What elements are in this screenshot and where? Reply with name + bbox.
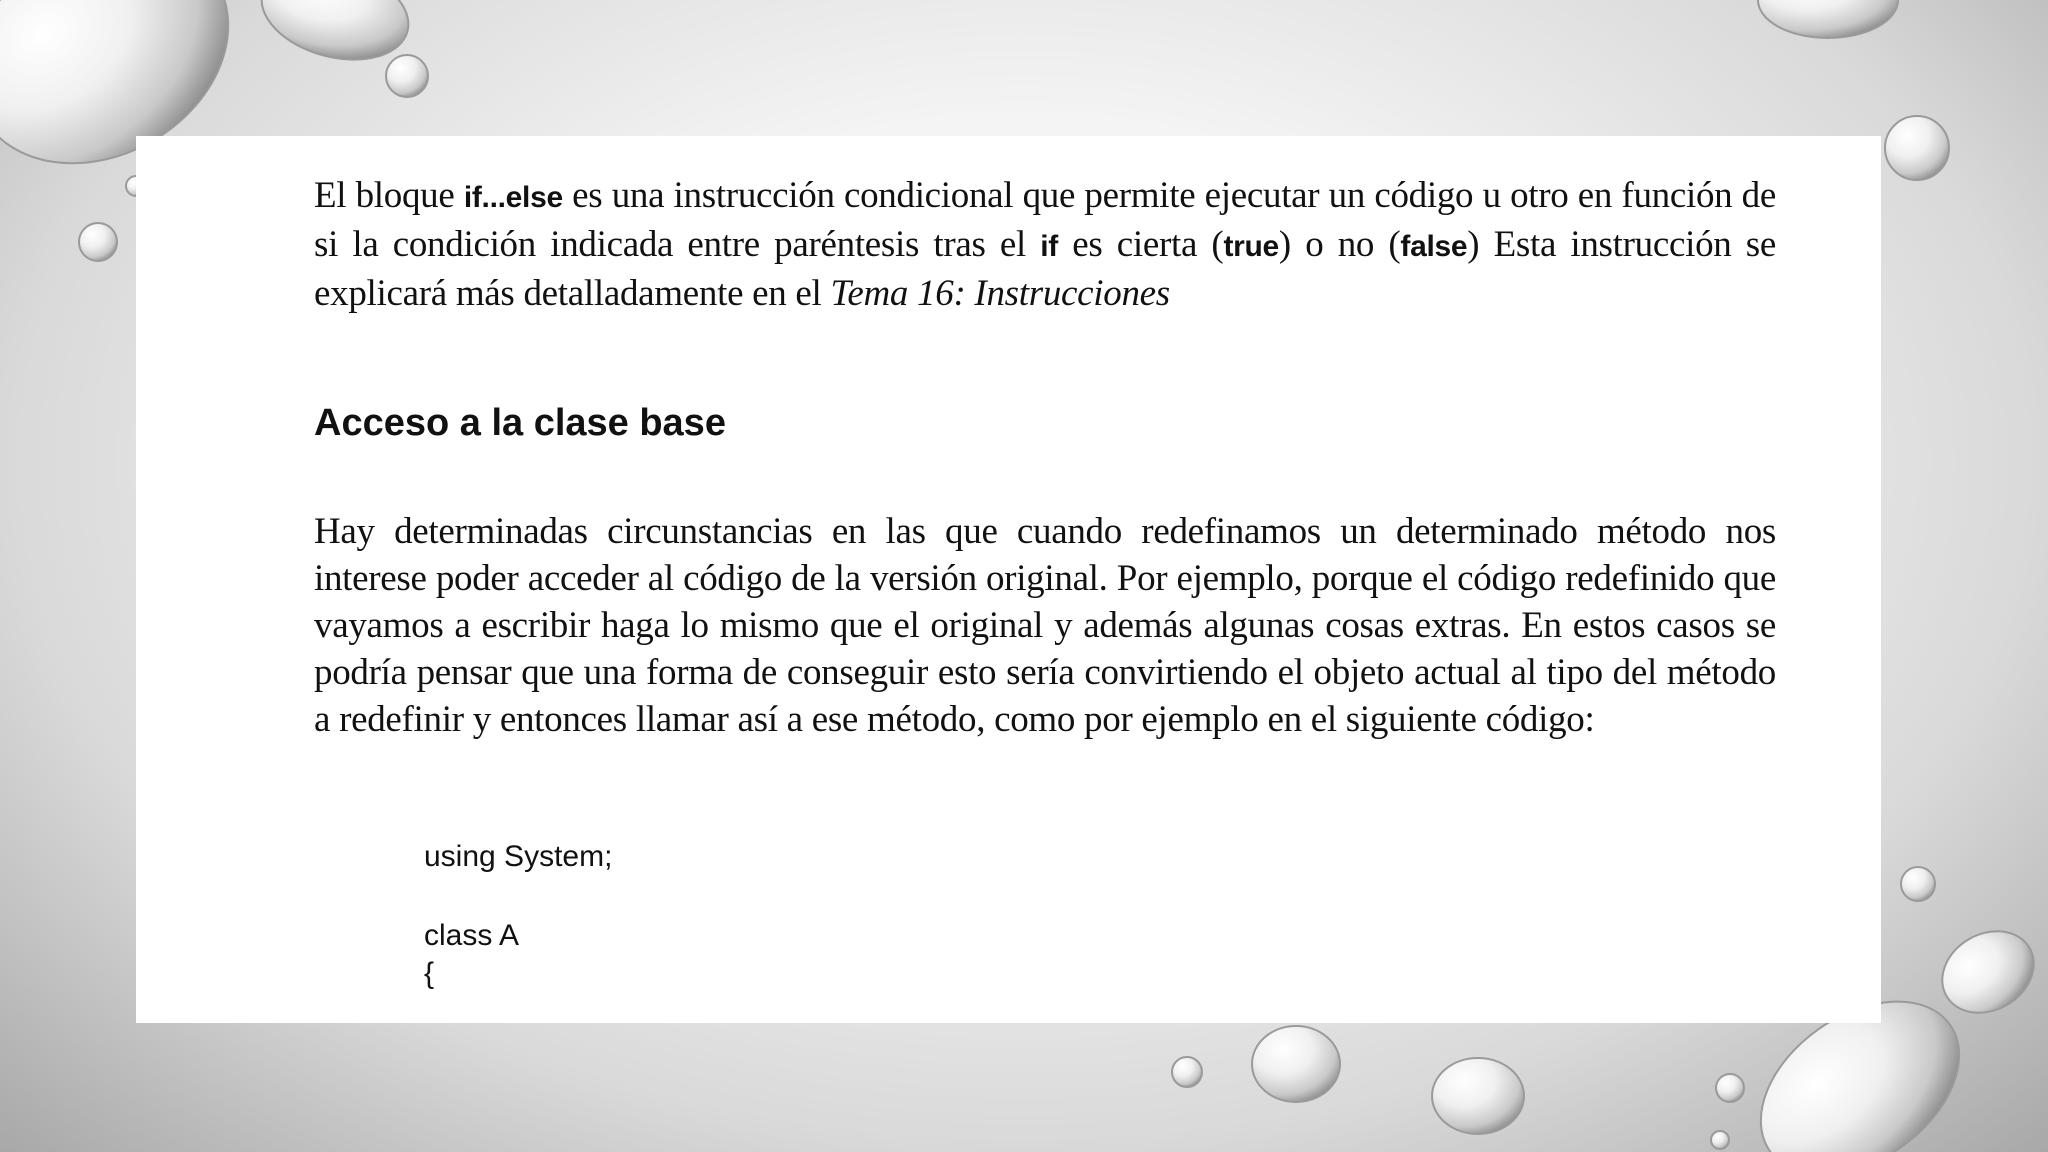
intro-text-1: El bloque: [314, 175, 464, 216]
keyword-false: false: [1400, 230, 1468, 263]
water-drop: [1432, 1058, 1524, 1134]
water-drop: [1716, 1074, 1744, 1102]
water-drop: [1758, 0, 1898, 38]
water-drop: [79, 223, 117, 261]
water-drop: [1252, 1026, 1340, 1102]
water-drop: [1172, 1057, 1202, 1087]
water-drop: [386, 55, 428, 97]
document-page: [136, 136, 1881, 1023]
intro-text-2: es una instrucción condicional que permite ejecutar un código u otro en función de si la condición indicada entre paréntesis tras el: [314, 175, 1776, 265]
code-line-class: class A: [424, 919, 520, 952]
intro-text-4: ) o no (: [1278, 224, 1401, 265]
intro-paragraph: [314, 172, 1776, 317]
code-line-using: using System;: [424, 840, 613, 873]
code-line-brace: {: [424, 957, 435, 990]
keyword-if: if: [1040, 230, 1058, 263]
intro-text-3: es cierta (: [1058, 224, 1224, 265]
water-drop: [1711, 1131, 1729, 1149]
body-paragraph: Hay determinadas circunstancias en las que cuando redefinamos un determinado método nos interese poder acceder al código de la versión original. Por ejemplo, porque el código redefinido que vayamos a escribir haga lo mismo que el original y además algunas cosas extras. En estos casos se podría pensar que una forma de conseguir esto sería convirtiendo el objeto actual al tipo del método a redefinir y entonces llamar así a ese método, como por ejemplo en el siguiente código:: [314, 511, 1776, 740]
water-drop: [1901, 867, 1935, 901]
keyword-if-else: if...else: [463, 181, 563, 214]
keyword-true: true: [1223, 230, 1279, 263]
chapter-reference: Tema 16: Instrucciones: [830, 273, 1170, 314]
section-heading: Acceso a la clase base: [314, 402, 726, 444]
water-drop: [1885, 116, 1949, 180]
water-drop: [1927, 915, 2048, 1029]
intro-text-5: ) Esta instrucción se explicará más detalladamente en el: [314, 224, 1776, 314]
